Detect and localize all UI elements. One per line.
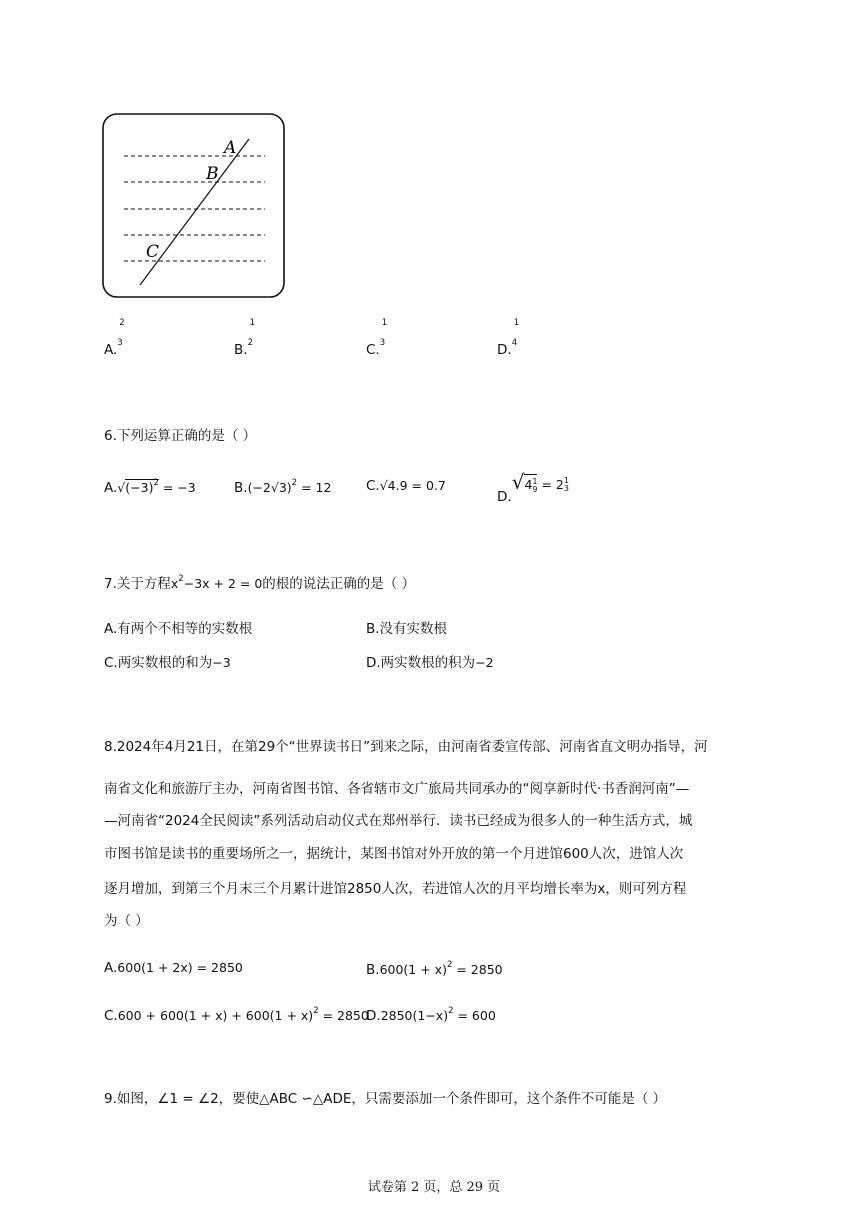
q8-line-4: 市图书馆是读书的重要场所之一，据统计，某图书馆对外开放的第一个月进馆600人次，进馆人次 bbox=[104, 846, 684, 862]
q8-line-6: 为（ ） bbox=[104, 913, 149, 929]
q9-stem: 9.如图，∠1 = ∠2，要使△ABC ∽△ADE，只需要添加一个条件即可，这个条件不可能是（ ） bbox=[104, 1091, 667, 1107]
q6-option-c: C.√4.9 = 0.7 bbox=[366, 478, 446, 494]
q6-option-d: D.√41 9 = 21 3 bbox=[497, 470, 569, 505]
q8-option-b: $B.600(1 + x)^2 = 2850$ bbox=[366, 960, 503, 978]
figure-frame bbox=[103, 114, 284, 297]
q8-option-a: A.600(1 + 2x) = 2850 bbox=[104, 960, 243, 976]
q5-option-a: A. 2 3 bbox=[104, 318, 125, 358]
point-label-b: B bbox=[206, 164, 219, 184]
q5-option-c: C. 1 3 bbox=[366, 318, 388, 358]
q5-option-b: B. 1 2 bbox=[234, 318, 255, 358]
q8-option-d: $D.2850(1-x)^2 = 600$ bbox=[366, 1006, 496, 1024]
page-footer: 试卷第 2 页，总 29 页 bbox=[367, 1180, 501, 1195]
q8-option-c: $C.600 + 600(1 + x) + 600(1 + x)^2 = 2850$ bbox=[104, 1006, 369, 1024]
q8-line-5: 逐月增加，到第三个月末三个月累计进馆2850人次，若进馆人次的月平均增长率为x，则可列方程 bbox=[104, 881, 687, 897]
q7-option-d: D.两实数根的积为−2 bbox=[366, 655, 494, 671]
q6-stem: 6.下列运算正确的是（ ） bbox=[104, 428, 257, 444]
q7-option-b: B.没有实数根 bbox=[366, 621, 448, 637]
parallel-lines-figure bbox=[102, 113, 286, 299]
q7-option-a: A.有两个不相等的实数根 bbox=[104, 621, 253, 637]
q8-line-3: —河南省“2024全民阅读”系列活动启动仪式在郑州举行．读书已经成为很多人的一种生活方式，城 bbox=[104, 813, 693, 829]
q6-option-a: $A.√(-3)^2 = -3$ bbox=[104, 478, 196, 496]
q8-line-2: 南省文化和旅游厅主办，河南省图书馆、各省辖市文广旅局共同承办的“阅享新时代·书香润河南”— bbox=[104, 781, 690, 797]
point-label-a: A bbox=[224, 138, 237, 158]
q7-stem: 7.关于方程$x^2-3x + 2 = 0$的根的说法正确的是（ ） bbox=[104, 574, 416, 592]
q8-line-1: 8.2024年4月21日，在第29个“世界读书日”到来之际，由河南省委宣传部、河南省直文明办指导，河 bbox=[104, 739, 708, 755]
q7-option-c: C.两实数根的和为−3 bbox=[104, 655, 231, 671]
q5-option-d: D. 1 4 bbox=[497, 318, 520, 358]
point-label-c: C bbox=[146, 242, 160, 262]
q6-option-b: $B.(-2√3)^2 = 12$ bbox=[234, 478, 332, 496]
